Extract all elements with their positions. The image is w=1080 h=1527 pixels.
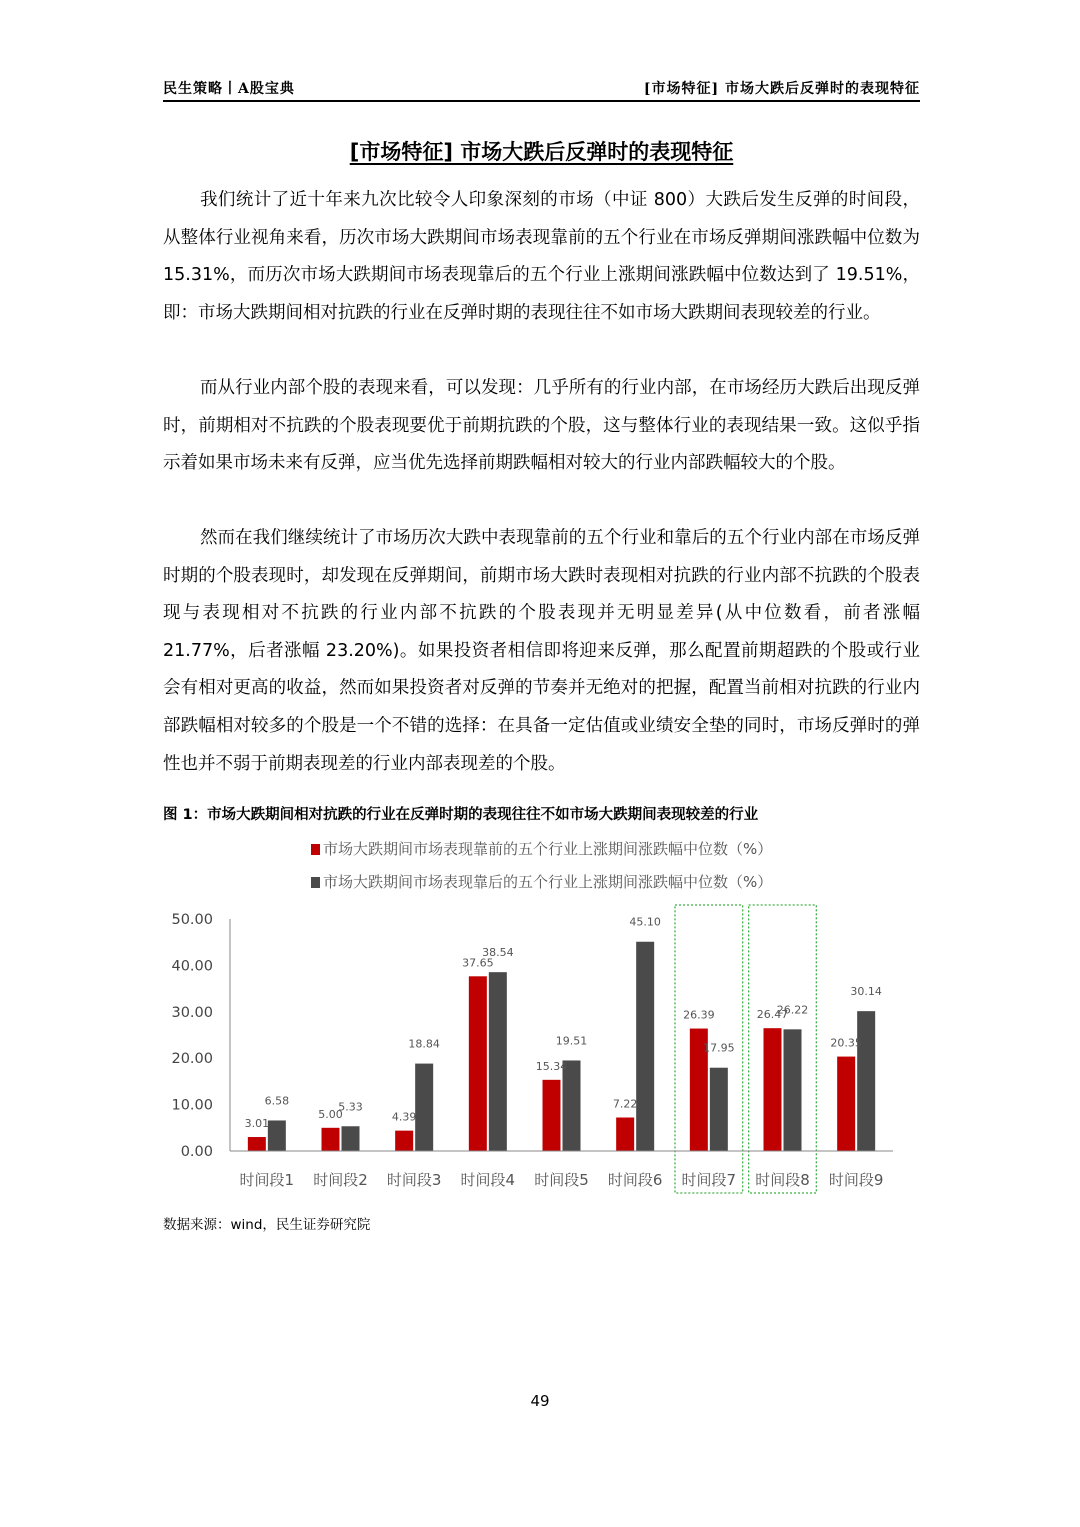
- bar-s2-c7: [710, 1068, 728, 1151]
- figure-caption: 图 1：市场大跌期间相对抗跌的行业在反弹时期的表现往往不如市场大跌期间表现较差的行业: [163, 807, 759, 823]
- highlight-box-8: [749, 905, 817, 1193]
- x-tick-label-8: 时间段8: [755, 1171, 810, 1189]
- data-label-s2-c9: 30.14: [850, 985, 882, 999]
- x-tick-label-7: 时间段7: [681, 1171, 737, 1189]
- data-label-s1-c5: 15.34: [535, 1059, 568, 1073]
- bar-s1-c6: [616, 1117, 634, 1151]
- data-label-s1-c4: 37.65: [462, 956, 494, 970]
- bar-s2-c4: [489, 972, 507, 1151]
- legend-swatch-1: [311, 844, 320, 855]
- bar-s2-c2: [342, 1126, 360, 1151]
- y-tick-label: 30.00: [171, 1004, 213, 1021]
- page-number: 49: [530, 1392, 550, 1410]
- y-axis: [171, 912, 230, 1160]
- header-right: [市场特征] 市场大跌后反弹时的表现特征: [643, 81, 920, 97]
- x-tick-label-6: 时间段6: [607, 1171, 663, 1189]
- bar-chart: [163, 835, 920, 1205]
- bar-s2-c8: [784, 1029, 802, 1151]
- x-tick-label-9: 时间段9: [828, 1171, 884, 1189]
- data-label-s2-c6: 45.10: [629, 915, 661, 929]
- bar-s2-c1: [268, 1120, 286, 1151]
- x-tick-label-5: 时间段5: [534, 1171, 589, 1189]
- section-title: [市场特征] 市场大跌后反弹时的表现特征: [349, 140, 734, 164]
- bar-s1-c8: [764, 1028, 782, 1151]
- data-label-s2-c5: 19.51: [555, 1034, 588, 1048]
- x-tick-label-4: 时间段4: [460, 1171, 516, 1189]
- data-label-s1-c6: 7.22: [612, 1097, 638, 1111]
- y-tick-label: 40.00: [171, 958, 213, 975]
- x-tick-label-1: 时间段1: [239, 1171, 295, 1189]
- data-label-s2-c4: 38.54: [482, 946, 514, 960]
- paragraph-2: 而从行业内部个股的表现来看，可以发现：几乎所有的行业内部，在市场经历大跌后出现反弹时，前期相对不抗跌的个股表现要优于前期抗跌的个股，这与整体行业的表现结果一致。这似乎指示着如果市场未来有反弹，应当优先选择前期跌幅相对较大的行业内部跌幅较大的个股。: [163, 378, 920, 474]
- bar-s2-c9: [857, 1011, 875, 1151]
- bar-s2-c6: [636, 942, 654, 1151]
- header-left: 民生策略丨A股宝典: [163, 81, 295, 97]
- y-tick-label: 10.00: [171, 1097, 213, 1114]
- data-source: 数据来源：wind，民生证券研究院: [163, 1217, 371, 1233]
- data-label-s1-c9: 20.35: [830, 1036, 862, 1050]
- bar-s2-c5: [563, 1060, 581, 1151]
- paragraph-1: 我们统计了近十年来九次比较令人印象深刻的市场（中证 800）大跌后发生反弹的时间段，从整体行业视角来看，历次市场大跌期间市场表现靠前的五个行业在市场反弹期间涨跌幅中位数为 15.31%，而历次市场大跌期间市场表现靠后的五个行业上涨期间涨跌幅中位数达到了 19.51%，即：市场大跌期间相对抗跌的行业在反弹时期的表现往往不如市场大跌期间表现较差的行业。: [163, 190, 920, 323]
- data-label-s2-c7: 17.95: [703, 1041, 735, 1055]
- x-tick-label-2: 时间段2: [313, 1171, 368, 1189]
- y-tick-label: 0.00: [180, 1144, 213, 1160]
- bar-s1-c2: [322, 1128, 340, 1151]
- y-tick-label: 50.00: [171, 912, 213, 928]
- data-label-s1-c7: 26.39: [683, 1008, 715, 1022]
- page-header: [163, 76, 920, 102]
- data-label-s2-c1: 6.58: [264, 1094, 290, 1108]
- legend-label-1: 市场大跌期间市场表现靠前的五个行业上涨期间涨跌幅中位数（%）: [323, 840, 773, 858]
- legend-swatch-2: [311, 877, 320, 888]
- x-tick-label-3: 时间段3: [386, 1171, 442, 1189]
- bar-s1-c3: [395, 1131, 413, 1151]
- bar-s1-c4: [469, 976, 487, 1151]
- data-label-s1-c8: 26.47: [756, 1008, 789, 1022]
- bar-s1-c1: [248, 1137, 266, 1151]
- data-label-s2-c8: 26.22: [776, 1003, 809, 1017]
- legend-label-2: 市场大跌期间市场表现靠后的五个行业上涨期间涨跌幅中位数（%）: [323, 873, 773, 891]
- chart-legend: [311, 840, 772, 891]
- bar-s1-c9: [837, 1057, 855, 1151]
- data-label-s1-c2: 5.00: [318, 1107, 343, 1121]
- paragraph-3: 然而在我们继续统计了市场历次大跌中表现靠前的五个行业和靠后的五个行业内部在市场反弹时期的个股表现时，却发现在反弹期间，前期市场大跌时表现相对抗跌的行业内部不抗跌的个股表现与表现相对不抗跌的行业内部不抗跌的个股表现并无明显差异(从中位数看，前者涨幅 21.77%，后者涨幅 23.20%)。如果投资者相信即将迎来反弹，那么配置前期超跌的个股或行业会有相对更高的收益，然而如果投资者对反弹的节奏并无绝对的把握，配置当前相对抗跌的行业内部跌幅相对较多的个股是一个不错的选择：在具备一定估值或业绩安全垫的同时，市场反弹时的弹性也并不弱于前期表现差的行业内部表现差的个股。: [163, 528, 920, 774]
- data-label-s2-c2: 5.33: [338, 1100, 363, 1114]
- data-label-s2-c3: 18.84: [408, 1037, 440, 1051]
- bar-s1-c5: [543, 1080, 561, 1151]
- bar-s2-c3: [415, 1064, 433, 1151]
- y-tick-label: 20.00: [171, 1051, 213, 1068]
- x-axis: [230, 1151, 893, 1189]
- data-label-s1-c1: 3.01: [244, 1117, 270, 1131]
- data-label-s1-c3: 4.39: [391, 1110, 417, 1124]
